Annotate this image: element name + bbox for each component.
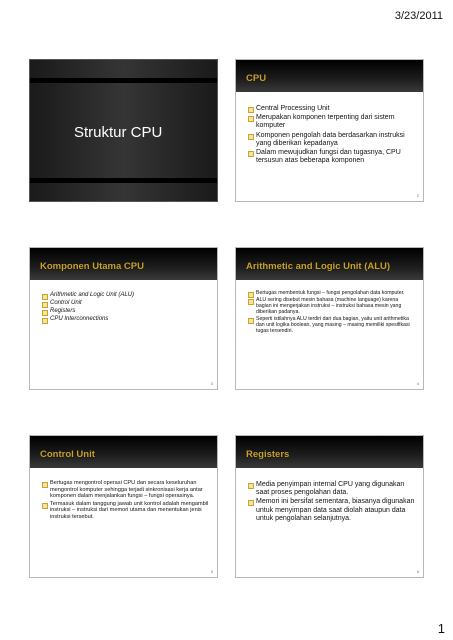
page-number: 1 xyxy=(437,621,445,636)
bullet-list xyxy=(42,480,209,521)
bullet-list xyxy=(248,290,415,336)
slide-number: 3 xyxy=(210,381,213,386)
bullet-item: CPU Interconnections xyxy=(42,316,209,323)
slide-2-cpu xyxy=(235,59,424,202)
bullet-item: Media penyimpan internal CPU yang digunakan saat proses pengolahan data. xyxy=(248,481,415,497)
slide-number: 5 xyxy=(210,569,213,574)
slide-6-registers xyxy=(235,435,424,578)
slide-title: Control Unit xyxy=(40,449,95,460)
bullet-item: Control Unit xyxy=(42,300,209,307)
slide-3-komponen xyxy=(29,247,218,390)
slide-number: 2 xyxy=(416,193,419,198)
bullet-item: Registers xyxy=(42,308,209,315)
slide-title: Komponen Utama CPU xyxy=(40,261,144,272)
slide-title: Registers xyxy=(246,449,290,460)
bullet-list xyxy=(248,105,415,166)
bullet-list xyxy=(42,292,209,324)
slide-title: Arithmetic and Logic Unit (ALU) xyxy=(246,261,391,272)
bullet-item: Bertugas mengontrol operasi CPU dan secara keseluruhan mengontrol komputer sehingga terjadi sinkronisasi kerja antar komponen dalam menjalankan fungsi – fungsi operasinya. xyxy=(42,480,209,500)
slide-title: CPU xyxy=(246,73,267,84)
bullet-item: Dalam mewujudkan fungsi dan tugasnya, CPU tersusun atas beberapa komponen xyxy=(248,149,415,165)
bullet-item: ALU sering disebut mesin bahasa (machine language) karena bagian ini mengerjakan instruksi – instruksi bahasa mesin yang diberikan padanya. xyxy=(248,297,415,315)
bullet-item: Arithmetic and Logic Unit (ALU) xyxy=(42,292,209,299)
cover-top-bar xyxy=(30,78,217,83)
bullet-item: Memori ini bersifat sementara, biasanya digunakan untuk menyimpan data saat diolah ataupun data untuk pengolahan selanjutnya. xyxy=(248,498,415,523)
slide-number: 6 xyxy=(416,569,419,574)
bullet-list xyxy=(248,481,415,524)
cover-bottom-bar xyxy=(30,178,217,183)
bullet-item: Central Processing Unit xyxy=(248,105,415,113)
bullet-item: Merupakan komponen terpenting dari sistem komputer xyxy=(248,114,415,130)
slide-5-control-unit xyxy=(29,435,218,578)
bullet-item: Termasuk dalam tanggung jawab unit kontrol adalah mengambil instruksi – instruksi dari memori utama dan menentukan jenis instruksi tersebut. xyxy=(42,501,209,521)
slide-number: 4 xyxy=(416,381,419,386)
bullet-item: Seperti istilahnya ALU terdiri dari dua bagian, yaitu unit arithmetika dan unit logika boolean, yang masing – masing memiliki spesifikasi tugas tersendiri. xyxy=(248,316,415,334)
bullet-item: Bertugas membentuk fungsi – fungsi pengolahan data komputer. xyxy=(248,290,415,296)
cover-title: Struktur CPU xyxy=(74,124,163,141)
bullet-item: Komponen pengolah data berdasarkan instruksi yang diberikan kepadanya xyxy=(248,132,415,148)
slide-4-alu xyxy=(235,247,424,390)
slide-1-cover xyxy=(29,59,218,202)
print-date: 3/23/2011 xyxy=(394,10,443,22)
